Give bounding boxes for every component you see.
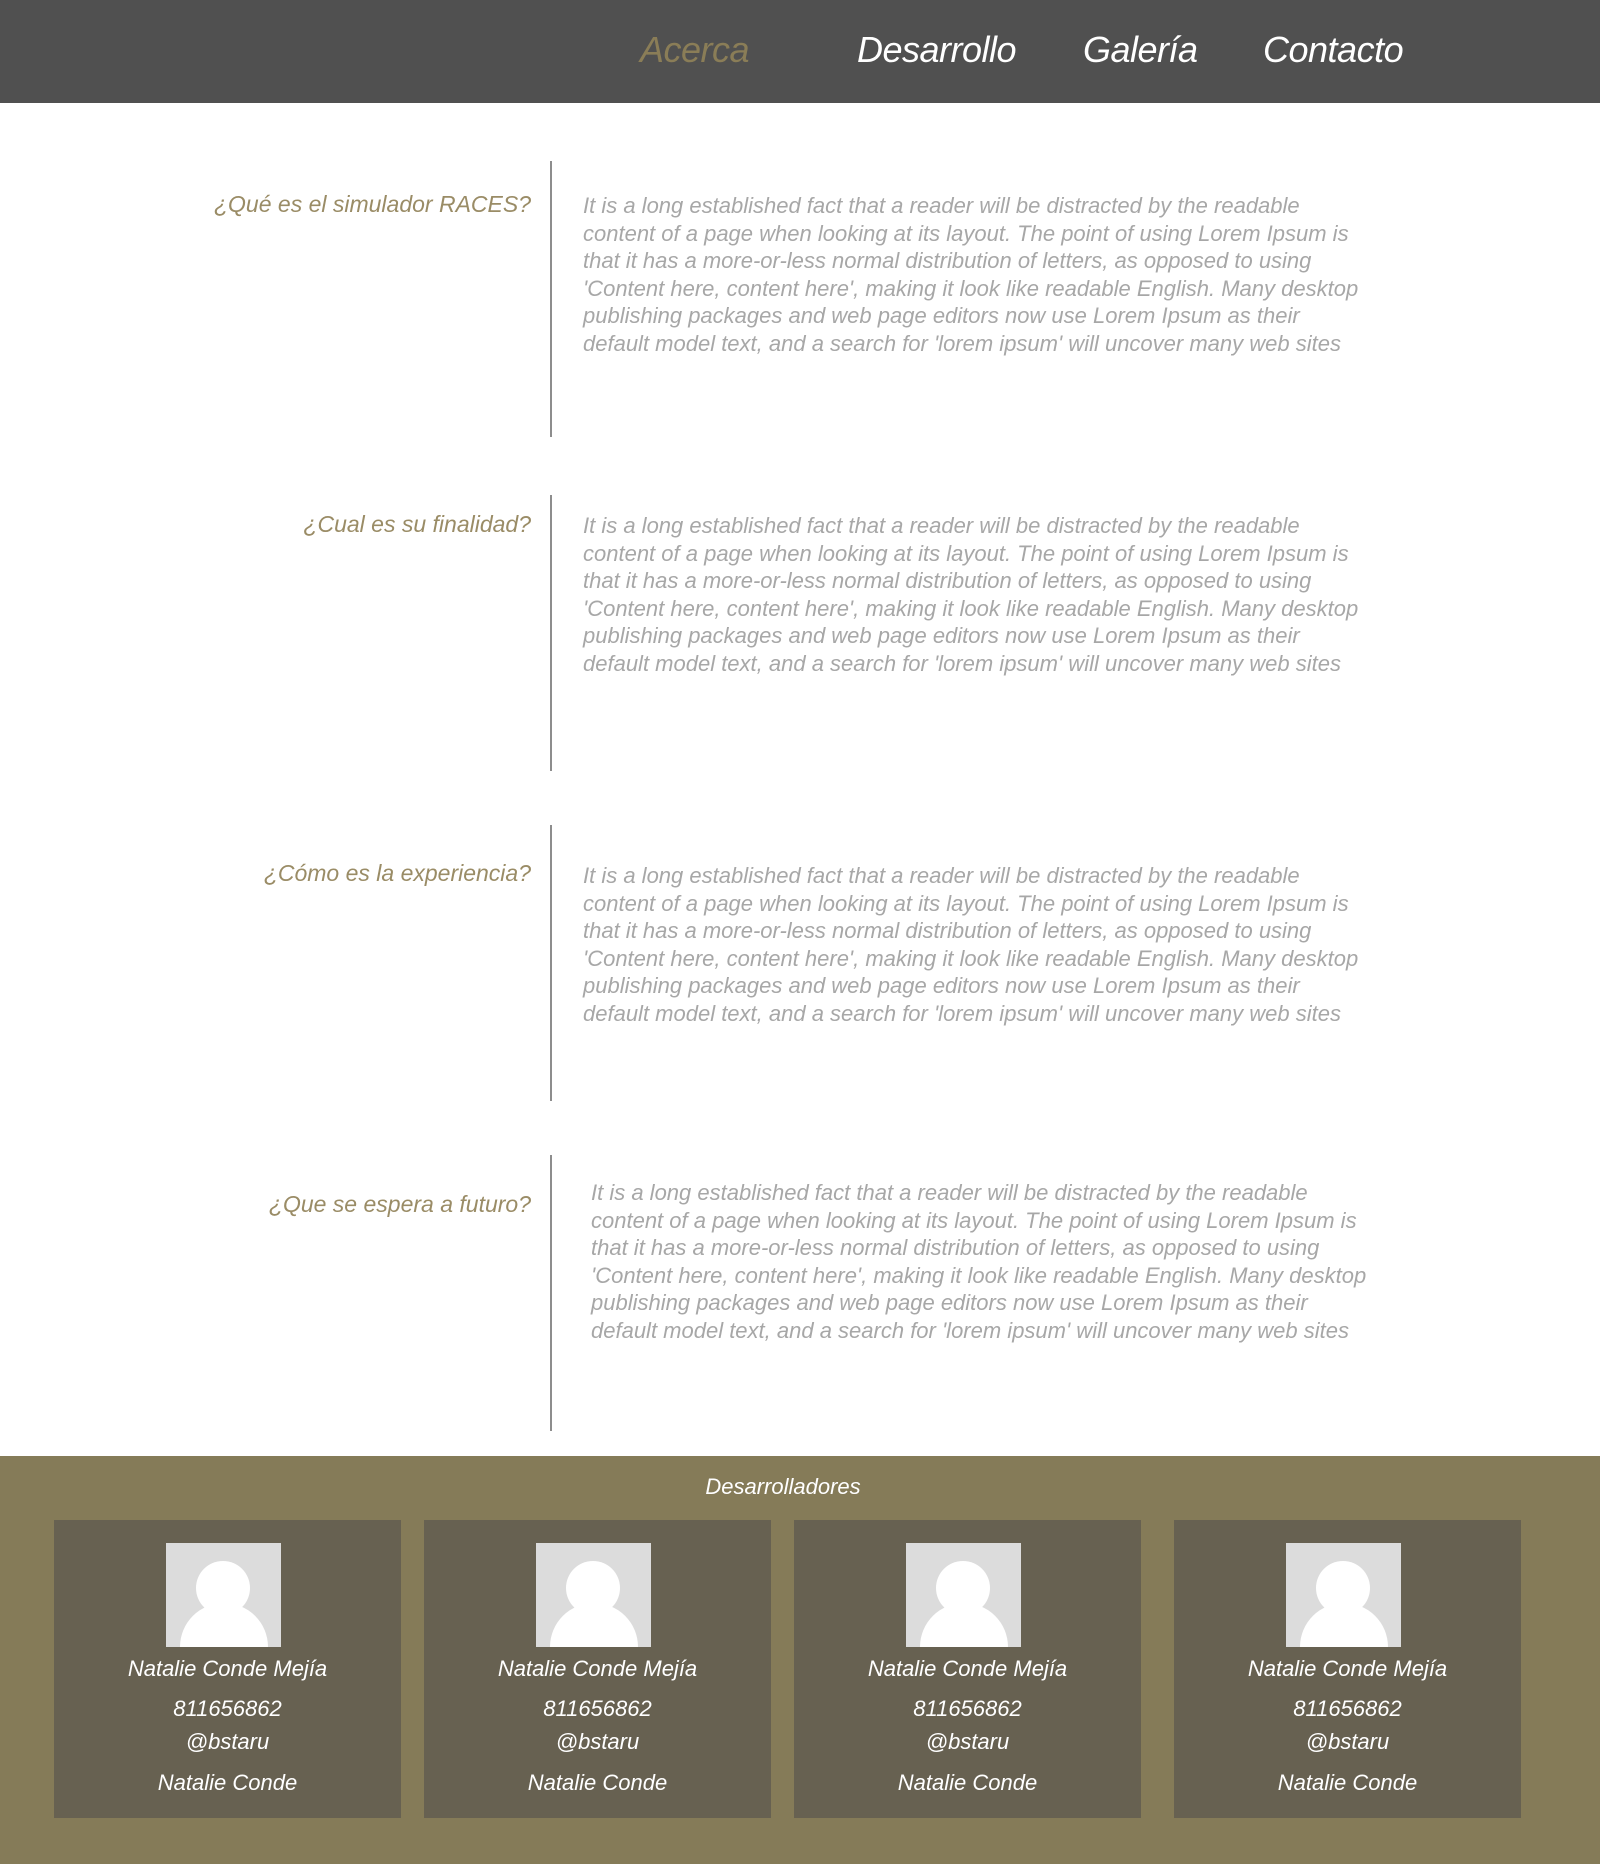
nav-link-galeria[interactable]: Galería bbox=[1083, 29, 1198, 70]
section-divider bbox=[550, 825, 552, 1101]
answer-line: It is a long established fact that a reader will be distracted by the readable bbox=[583, 863, 1300, 888]
section-answer bbox=[591, 1179, 1391, 1345]
top-navbar bbox=[0, 0, 1600, 103]
section-divider bbox=[550, 161, 552, 437]
developer-handle[interactable]: @bstaru bbox=[1305, 1729, 1390, 1754]
developer-name: Natalie Conde Mejía bbox=[867, 1656, 1068, 1681]
answer-line: content of a page when looking at its layout. The point of using Lorem Ipsum is bbox=[583, 890, 1349, 916]
answer-line: It is a long established fact that a reader will be distracted by the readable bbox=[591, 1180, 1308, 1205]
developer-phone: 811656862 bbox=[543, 1696, 652, 1721]
developer-phone: 811656862 bbox=[913, 1696, 1022, 1721]
section-answer bbox=[583, 192, 1383, 358]
section-divider bbox=[550, 495, 552, 771]
answer-line: that it has a more-or-less normal distribution of letters, as opposed to using bbox=[583, 248, 1312, 274]
developer-handle[interactable]: @bstaru bbox=[185, 1729, 270, 1754]
nav-link-desarrollo[interactable]: Desarrollo bbox=[857, 29, 1017, 70]
section-answer bbox=[583, 512, 1383, 678]
developer-social[interactable]: Natalie Conde bbox=[1277, 1770, 1418, 1795]
developer-name: Natalie Conde Mejía bbox=[1247, 1656, 1448, 1681]
answer-line: 'Content here, content here', making it look like readable English. Many desktop bbox=[591, 1262, 1367, 1288]
user-avatar-icon bbox=[906, 1543, 1021, 1647]
answer-line: default model text, and a search for 'lorem ipsum' will uncover many web sites bbox=[583, 330, 1341, 356]
section-divider bbox=[550, 1155, 552, 1431]
user-avatar-icon bbox=[536, 1543, 651, 1647]
developer-name: Natalie Conde Mejía bbox=[497, 1656, 698, 1681]
user-avatar-icon bbox=[1286, 1543, 1401, 1647]
developer-social[interactable]: Natalie Conde bbox=[897, 1770, 1038, 1795]
answer-line: content of a page when looking at its layout. The point of using Lorem Ipsum is bbox=[591, 1207, 1357, 1233]
answer-line: default model text, and a search for 'lorem ipsum' will uncover many web sites bbox=[591, 1317, 1349, 1343]
answer-line: 'Content here, content here', making it look like readable English. Many desktop bbox=[583, 945, 1359, 971]
answer-line: content of a page when looking at its layout. The point of using Lorem Ipsum is bbox=[583, 540, 1349, 566]
answer-line: It is a long established fact that a reader will be distracted by the readable bbox=[583, 513, 1300, 538]
developer-card bbox=[54, 1520, 401, 1818]
nav-link-contacto[interactable]: Contacto bbox=[1263, 29, 1404, 70]
answer-line: default model text, and a search for 'lorem ipsum' will uncover many web sites bbox=[583, 1000, 1341, 1026]
answer-line: publishing packages and web page editors now use Lorem Ipsum as their bbox=[583, 623, 1300, 649]
answer-line: It is a long established fact that a reader will be distracted by the readable bbox=[583, 193, 1300, 218]
answer-line: that it has a more-or-less normal distribution of letters, as opposed to using bbox=[591, 1235, 1320, 1261]
section-question: ¿Que se espera a futuro? bbox=[268, 1191, 531, 1217]
answer-line: publishing packages and web page editors now use Lorem Ipsum as their bbox=[583, 303, 1300, 329]
section-question: ¿Cómo es la experiencia? bbox=[263, 860, 531, 886]
developer-card bbox=[424, 1520, 771, 1818]
answer-line: that it has a more-or-less normal distribution of letters, as opposed to using bbox=[583, 568, 1312, 594]
answer-line: publishing packages and web page editors now use Lorem Ipsum as their bbox=[583, 973, 1300, 999]
developer-phone: 811656862 bbox=[173, 1696, 282, 1721]
developer-phone: 811656862 bbox=[1293, 1696, 1402, 1721]
user-avatar-icon bbox=[166, 1543, 281, 1647]
developer-name: Natalie Conde Mejía bbox=[127, 1656, 328, 1681]
developer-social[interactable]: Natalie Conde bbox=[527, 1770, 668, 1795]
developer-social[interactable]: Natalie Conde bbox=[157, 1770, 298, 1795]
answer-line: that it has a more-or-less normal distribution of letters, as opposed to using bbox=[583, 918, 1312, 944]
answer-line: default model text, and a search for 'lorem ipsum' will uncover many web sites bbox=[583, 650, 1341, 676]
developer-card bbox=[794, 1520, 1141, 1818]
answer-line: 'Content here, content here', making it look like readable English. Many desktop bbox=[583, 275, 1359, 301]
developer-card bbox=[1174, 1520, 1521, 1818]
answer-line: content of a page when looking at its layout. The point of using Lorem Ipsum is bbox=[583, 220, 1349, 246]
nav-link-acerca[interactable]: Acerca bbox=[640, 29, 750, 70]
answer-line: publishing packages and web page editors now use Lorem Ipsum as their bbox=[591, 1290, 1308, 1316]
section-question: ¿Cual es su finalidad? bbox=[303, 511, 531, 537]
section-answer bbox=[583, 862, 1383, 1028]
section-question: ¿Qué es el simulador RACES? bbox=[213, 191, 531, 217]
developer-handle[interactable]: @bstaru bbox=[555, 1729, 640, 1754]
footer-title: Desarrolladores bbox=[705, 1474, 861, 1499]
answer-line: 'Content here, content here', making it look like readable English. Many desktop bbox=[583, 595, 1359, 621]
developer-handle[interactable]: @bstaru bbox=[925, 1729, 1010, 1754]
